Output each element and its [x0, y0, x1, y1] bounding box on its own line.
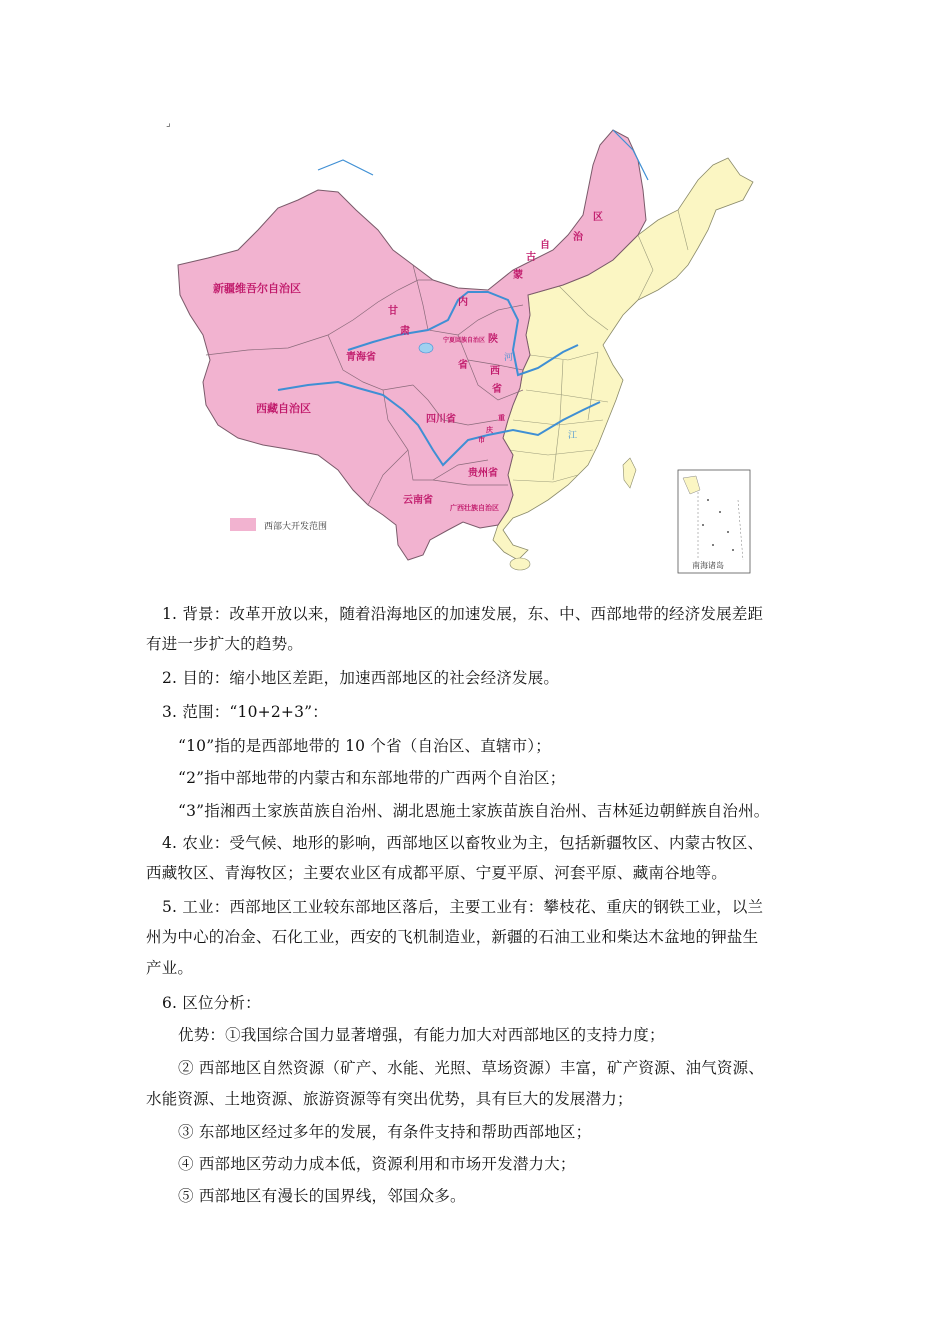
item-3-sub-a: “10”指的是西部地带的 10 个省（自治区、直辖市）； [178, 737, 551, 755]
item-5-line-1: 5. 工业：西部地区工业较东部地区落后，主要工业有：攀枝花、重庆的钢铁工业，以兰 [162, 898, 764, 916]
label-neimeng-2: 蒙 [513, 270, 523, 281]
item-4-line-2: 西藏牧区、青海牧区；主要农业区有成都平原、宁夏平原、河套平原、藏南谷地等。 [146, 864, 727, 882]
item-6-advantage-2-line-2: 水能资源、土地资源、旅游资源等有突出优势，具有巨大的发展潜力； [146, 1090, 633, 1108]
item-4-line-1: 4. 农业：受气候、地形的影响，西部地区以畜牧业为主，包括新疆牧区、内蒙古牧区、 [162, 834, 764, 852]
label-river-he: 河 [504, 353, 514, 363]
legend-label: 西部大开发范围 [264, 522, 328, 532]
label-guangxi: 广西壮族自治区 [450, 504, 499, 512]
inset-label: 南海诸岛 [692, 561, 724, 570]
label-chongqing-3: 市 [478, 436, 485, 444]
label-shaanxi-3: 省 [492, 384, 502, 395]
label-neimeng-6: 区 [593, 212, 603, 223]
label-gansu-3: 省 [458, 360, 468, 371]
item-3-sub-c: “3”指湘西土家族苗族自治州、湖北恩施土家族苗族自治州、吉林延边朝鲜族自治州。 [178, 802, 770, 820]
item-5-line-3: 产业。 [146, 959, 194, 977]
taiwan-island [623, 458, 636, 488]
label-ningxia: 宁夏回族自治区 [443, 337, 486, 344]
item-6-advantage-2-line-1: ② 西部地区自然资源（矿产、水能、光照、草场资源）丰富，矿产资源、油气资源、 [178, 1059, 765, 1077]
item-6: 6. 区位分析： [162, 994, 261, 1012]
label-yunnan: 云南省 [403, 495, 433, 506]
label-neimeng-3: 古 [526, 252, 536, 263]
label-gansu-2: 肃 [400, 326, 410, 337]
corner-mark: ⌟ [166, 118, 171, 129]
item-2: 2. 目的：缩小地区差距，加速西部地区的社会经济发展。 [162, 669, 560, 687]
item-1-line-2: 有进一步扩大的趋势。 [146, 635, 304, 653]
label-shaanxi-2: 西 [490, 366, 500, 377]
qinghai-lake [419, 343, 433, 353]
label-xinjiang: 新疆维吾尔自治区 [213, 282, 301, 295]
item-1-line-1: 1. 背景：改革开放以来，随着沿海地区的加速发展，东、中、西部地带的经济发展差距 [162, 605, 764, 623]
label-river-jiang: 江 [568, 431, 578, 441]
item-5-line-2: 州为中心的冶金、石化工业，西安的飞机制造业，新疆的石油工业和柴达木盆地的钾盐生 [146, 928, 759, 946]
label-sichuan: 四川省 [426, 414, 456, 425]
label-xizang: 西藏自治区 [256, 402, 311, 415]
china-western-development-map [168, 120, 768, 580]
label-neimeng-1: 内 [458, 297, 468, 308]
item-6-advantage-1: 优势：①我国综合国力显著增强，有能力加大对西部地区的支持力度； [178, 1026, 665, 1044]
legend-swatch [230, 518, 256, 531]
label-neimeng-5: 治 [573, 232, 583, 243]
item-6-advantage-5: ⑤ 西部地区有漫长的国界线，邻国众多。 [178, 1187, 466, 1205]
label-chongqing-2: 庆 [486, 426, 493, 434]
item-3: 3. 范围：“10+2+3”： [162, 703, 328, 721]
label-shaanxi-1: 陕 [488, 334, 498, 345]
item-6-advantage-4: ④ 西部地区劳动力成本低，资源利用和市场开发潜力大； [178, 1155, 576, 1173]
item-3-sub-b: “2”指中部地带的内蒙古和东部地带的广西两个自治区； [178, 769, 566, 787]
label-gansu-1: 甘 [388, 306, 398, 317]
hainan-island [510, 558, 530, 570]
label-neimeng-4: 自 [540, 240, 550, 251]
label-chongqing-1: 重 [498, 414, 505, 422]
item-6-advantage-3: ③ 东部地区经过多年的发展，有条件支持和帮助西部地区； [178, 1123, 592, 1141]
label-guizhou: 贵州省 [468, 468, 498, 479]
label-qinghai: 青海省 [346, 352, 376, 363]
